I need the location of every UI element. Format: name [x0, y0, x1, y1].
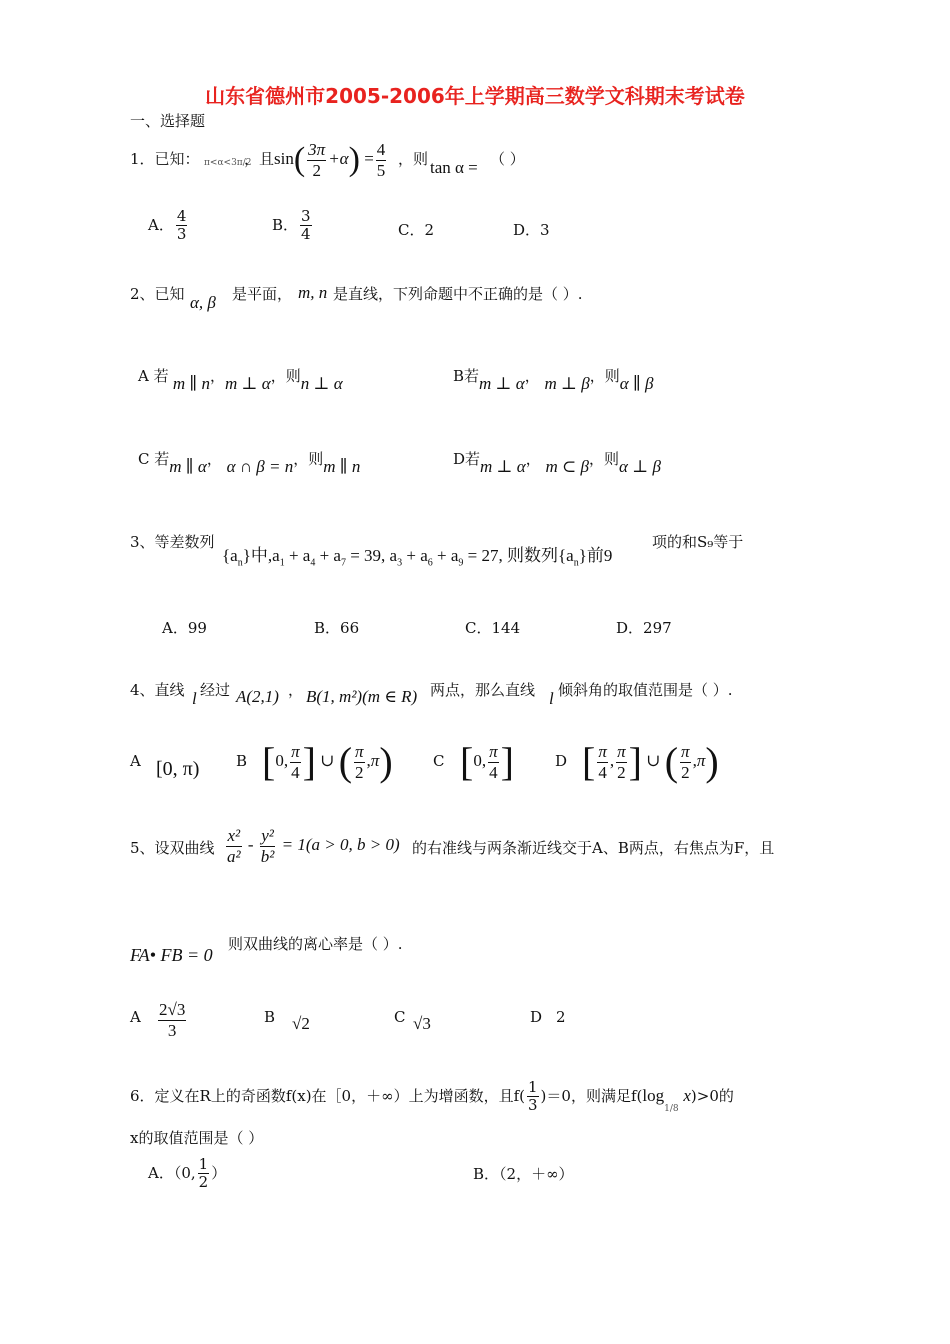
question-2-rest: 是直线，下列命题中不正确的是（ ）.	[333, 285, 583, 303]
q1-option-b: B． $\frac{3}{4}$	[272, 207, 311, 244]
q2-option-d: D若m ⊥ α， m ⊂ β，则α ⊥ β	[453, 450, 661, 476]
section-heading: 一、选择题	[130, 112, 206, 130]
q4-option-a: [0, π)	[156, 758, 200, 780]
q4-option-b-label: B	[236, 752, 248, 770]
q2-option-c: C 若m ∥ α， α ∩ β = n，则m ∥ n	[138, 450, 361, 476]
question-6-line2: x的取值范围是（ ）	[130, 1129, 264, 1147]
question-1-condition: π<α<3π/2	[204, 158, 252, 168]
question-4-point-a: A(2,1)	[236, 687, 279, 706]
q4-option-b: [0, $\frac{\pi}{4}$ ] ∪ ( $\frac{\pi}{2}$ ,π)	[262, 739, 393, 785]
q4-option-c: [0, $\frac{\pi}{4}$ ]	[460, 739, 514, 785]
q1-option-a: A． $\frac{4}{3}$	[148, 207, 187, 244]
question-4-rest: 倾斜角的取值范围是（ ）.	[558, 681, 733, 699]
q3-option-c: C．144	[465, 619, 521, 637]
question-5-dot-product: FA• FB = 0	[130, 945, 213, 965]
q2-option-a: A 若 m ∥ n，m ⊥ α，则n ⊥ α	[138, 367, 343, 393]
question-5-rest2: 则双曲线的离心率是（ ）.	[228, 935, 403, 953]
question-5-rest: 的右准线与两条渐近线交于A、B两点，右焦点为F，且	[412, 839, 775, 857]
q5-option-b-label: B	[264, 1008, 276, 1026]
question-1-stem: 1．已知：	[130, 150, 200, 168]
q4-option-d-label: D	[555, 752, 568, 770]
q3-option-a: A．99	[162, 619, 207, 637]
q5-option-c-label: C	[394, 1008, 406, 1026]
question-4-comma: ，	[288, 681, 304, 699]
question-4-pass: 经过	[200, 681, 231, 699]
question-4-line-l2: l	[549, 689, 554, 708]
question-2-planes: α, β	[190, 293, 216, 312]
question-4-line-l: l	[192, 689, 197, 708]
question-1-sin-expression: sin( $\frac{3\pi}{2}$ +α) = $\frac{4}{5}$	[274, 140, 386, 180]
question-2-is-plane: 是平面，	[232, 285, 293, 303]
question-3-tail: 项的和S₉等于	[652, 533, 744, 551]
q3-option-b: B．66	[314, 619, 360, 637]
question-5-hyperbola: $\frac{\text{x²}}{\text{a²}}$ - $\frac{\text{y²}}{\text{b²}}$ = 1(a > 0, b > 0)	[227, 826, 400, 866]
q4-option-a-label: A	[130, 752, 141, 770]
q3-option-d: D．297	[616, 619, 672, 637]
q5-option-d: 2	[556, 1008, 566, 1026]
question-2-stem: 2、已知	[130, 285, 185, 303]
question-1-mid: ，且	[244, 150, 275, 168]
q6-option-b: B．（2，＋∞）	[473, 1165, 574, 1183]
q1-option-c: C．2	[398, 221, 435, 239]
question-1-blank: （ ）	[490, 150, 525, 168]
exam-title: 山东省德州市2005-2006年上学期高三数学文科期末考试卷	[205, 84, 745, 108]
q5-option-b: √2	[292, 1014, 310, 1033]
q5-option-a: $\frac{2√3}{3}$	[159, 1000, 186, 1040]
question-2-lines: m, n	[298, 283, 328, 302]
q5-option-a-label: A	[130, 1008, 141, 1026]
question-3-formula: $\{a_n\}$中$,a_1 + a_4 + a_7 = 39$, $a_3 + a_6 + a_9 = 27$, 则数列$\{a_n\}$前9	[222, 546, 613, 569]
q6-option-a: A．（0, $\frac{1}{2}$ ）	[148, 1155, 227, 1192]
question-4-point-b: B(1, m²)(m ∈ R)	[306, 687, 418, 706]
q5-option-c: √3	[413, 1014, 431, 1033]
question-4-two-points: 两点，那么直线	[430, 681, 536, 699]
question-3-stem: 3、等差数列	[130, 533, 215, 551]
q1-option-d: D．3	[513, 221, 550, 239]
question-6-stem: 6．定义在R上的奇函数f(x)在［0，＋∞）上为增函数，且f( $\frac{1}{3}$ )＝0，则满足$f(\log_{1/8}$ x)>0的	[130, 1078, 734, 1115]
q4-option-d: [ $\frac{\pi}{4}$ , $\frac{\pi}{2}$ ] ∪ ( $\frac{\pi}{2}$ ,π)	[582, 739, 719, 785]
q5-option-d-label: D	[530, 1008, 543, 1026]
question-4-stem: 4、直线	[130, 681, 185, 699]
q2-option-b: B若m ⊥ α， m ⊥ β，则α ∥ β	[453, 367, 654, 393]
q4-option-c-label: C	[433, 752, 445, 770]
question-5-stem: 5、设双曲线	[130, 839, 215, 857]
question-1-then: ，则	[398, 150, 429, 168]
question-1-tan: tan α =	[430, 158, 478, 177]
